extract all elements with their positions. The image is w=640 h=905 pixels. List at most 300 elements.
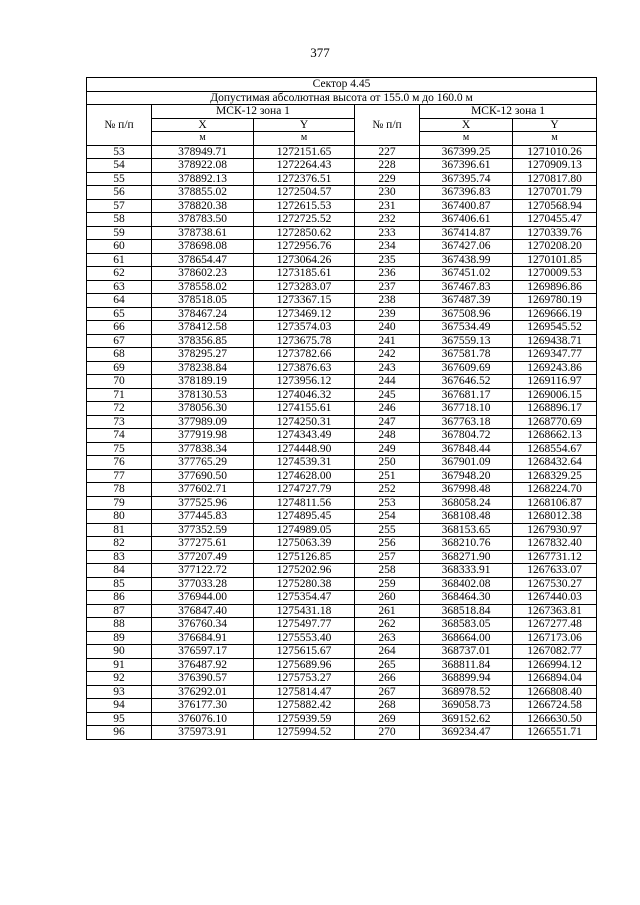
y-coordinate: 1275063.39 bbox=[254, 537, 355, 551]
x-coordinate: 377919.98 bbox=[152, 429, 254, 443]
point-number: 90 bbox=[87, 645, 152, 659]
x-coordinate: 367998.48 bbox=[420, 483, 513, 497]
header-unit-x-left: м bbox=[152, 132, 254, 146]
point-number: 228 bbox=[355, 159, 420, 173]
point-number: 238 bbox=[355, 294, 420, 308]
table-subtitle: Допустимая абсолютная высота от 155.0 м до 160.0 м bbox=[87, 91, 597, 105]
x-coordinate: 367804.72 bbox=[420, 429, 513, 443]
x-coordinate: 367581.78 bbox=[420, 348, 513, 362]
y-coordinate: 1271010.26 bbox=[513, 145, 597, 159]
point-number: 59 bbox=[87, 226, 152, 240]
header-row-axes bbox=[87, 118, 597, 132]
y-coordinate: 1275814.47 bbox=[254, 685, 355, 699]
x-coordinate: 367763.18 bbox=[420, 415, 513, 429]
x-coordinate: 367396.83 bbox=[420, 186, 513, 200]
point-number: 253 bbox=[355, 496, 420, 510]
header-num-left: № п/п bbox=[87, 105, 152, 146]
y-coordinate: 1274628.00 bbox=[254, 469, 355, 483]
y-coordinate: 1274539.31 bbox=[254, 456, 355, 470]
y-coordinate: 1268224.70 bbox=[513, 483, 597, 497]
table-row bbox=[87, 712, 597, 726]
point-number: 69 bbox=[87, 361, 152, 375]
point-number: 249 bbox=[355, 442, 420, 456]
x-coordinate: 367396.61 bbox=[420, 159, 513, 173]
y-coordinate: 1270339.76 bbox=[513, 226, 597, 240]
x-coordinate: 368108.48 bbox=[420, 510, 513, 524]
point-number: 265 bbox=[355, 658, 420, 672]
x-coordinate: 376684.91 bbox=[152, 631, 254, 645]
x-coordinate: 368058.24 bbox=[420, 496, 513, 510]
table-title-row bbox=[87, 78, 597, 92]
point-number: 243 bbox=[355, 361, 420, 375]
x-coordinate: 367406.61 bbox=[420, 213, 513, 227]
point-number: 259 bbox=[355, 577, 420, 591]
x-coordinate: 369058.73 bbox=[420, 699, 513, 713]
y-coordinate: 1273956.12 bbox=[254, 375, 355, 389]
y-coordinate: 1274343.49 bbox=[254, 429, 355, 443]
point-number: 65 bbox=[87, 307, 152, 321]
point-number: 61 bbox=[87, 253, 152, 267]
table-row bbox=[87, 253, 597, 267]
y-coordinate: 1270701.79 bbox=[513, 186, 597, 200]
point-number: 88 bbox=[87, 618, 152, 632]
table-row bbox=[87, 145, 597, 159]
x-coordinate: 368583.05 bbox=[420, 618, 513, 632]
header-unit-y-right: м bbox=[513, 132, 597, 146]
point-number: 84 bbox=[87, 564, 152, 578]
point-number: 94 bbox=[87, 699, 152, 713]
point-number: 85 bbox=[87, 577, 152, 591]
x-coordinate: 378467.24 bbox=[152, 307, 254, 321]
x-coordinate: 376847.40 bbox=[152, 604, 254, 618]
point-number: 236 bbox=[355, 267, 420, 281]
y-coordinate: 1273367.15 bbox=[254, 294, 355, 308]
y-coordinate: 1268896.17 bbox=[513, 402, 597, 416]
y-coordinate: 1267832.40 bbox=[513, 537, 597, 551]
x-coordinate: 377275.61 bbox=[152, 537, 254, 551]
point-number: 72 bbox=[87, 402, 152, 416]
y-coordinate: 1275615.67 bbox=[254, 645, 355, 659]
table-row bbox=[87, 645, 597, 659]
x-coordinate: 376292.01 bbox=[152, 685, 254, 699]
y-coordinate: 1268662.13 bbox=[513, 429, 597, 443]
point-number: 66 bbox=[87, 321, 152, 335]
table-row bbox=[87, 523, 597, 537]
x-coordinate: 378356.85 bbox=[152, 334, 254, 348]
point-number: 230 bbox=[355, 186, 420, 200]
y-coordinate: 1275553.40 bbox=[254, 631, 355, 645]
point-number: 241 bbox=[355, 334, 420, 348]
point-number: 64 bbox=[87, 294, 152, 308]
point-number: 261 bbox=[355, 604, 420, 618]
y-coordinate: 1268770.69 bbox=[513, 415, 597, 429]
table-row bbox=[87, 402, 597, 416]
y-coordinate: 1273574.03 bbox=[254, 321, 355, 335]
y-coordinate: 1268106.87 bbox=[513, 496, 597, 510]
x-coordinate: 377765.29 bbox=[152, 456, 254, 470]
x-coordinate: 367609.69 bbox=[420, 361, 513, 375]
point-number: 247 bbox=[355, 415, 420, 429]
table-row bbox=[87, 321, 597, 335]
x-coordinate: 378654.47 bbox=[152, 253, 254, 267]
x-coordinate: 369234.47 bbox=[420, 726, 513, 740]
y-coordinate: 1270568.94 bbox=[513, 199, 597, 213]
x-coordinate: 367559.13 bbox=[420, 334, 513, 348]
x-coordinate: 367487.39 bbox=[420, 294, 513, 308]
point-number: 75 bbox=[87, 442, 152, 456]
x-coordinate: 367451.02 bbox=[420, 267, 513, 281]
y-coordinate: 1275882.42 bbox=[254, 699, 355, 713]
y-coordinate: 1275126.85 bbox=[254, 550, 355, 564]
header-unit-y-left: м bbox=[254, 132, 355, 146]
y-coordinate: 1266724.58 bbox=[513, 699, 597, 713]
y-coordinate: 1269666.19 bbox=[513, 307, 597, 321]
y-coordinate: 1267173.06 bbox=[513, 631, 597, 645]
x-coordinate: 367400.87 bbox=[420, 199, 513, 213]
y-coordinate: 1269545.52 bbox=[513, 321, 597, 335]
y-coordinate: 1272725.52 bbox=[254, 213, 355, 227]
table-row bbox=[87, 618, 597, 632]
y-coordinate: 1275354.47 bbox=[254, 591, 355, 605]
x-coordinate: 376487.92 bbox=[152, 658, 254, 672]
x-coordinate: 378189.19 bbox=[152, 375, 254, 389]
table-row bbox=[87, 280, 597, 294]
x-coordinate: 378698.08 bbox=[152, 240, 254, 254]
y-coordinate: 1273064.26 bbox=[254, 253, 355, 267]
table-row bbox=[87, 361, 597, 375]
point-number: 91 bbox=[87, 658, 152, 672]
point-number: 235 bbox=[355, 253, 420, 267]
table-row bbox=[87, 186, 597, 200]
x-coordinate: 378558.02 bbox=[152, 280, 254, 294]
point-number: 237 bbox=[355, 280, 420, 294]
point-number: 227 bbox=[355, 145, 420, 159]
point-number: 79 bbox=[87, 496, 152, 510]
x-coordinate: 377445.83 bbox=[152, 510, 254, 524]
y-coordinate: 1267530.27 bbox=[513, 577, 597, 591]
header-row-zone bbox=[87, 105, 597, 119]
y-coordinate: 1274448.90 bbox=[254, 442, 355, 456]
y-coordinate: 1269347.77 bbox=[513, 348, 597, 362]
point-number: 234 bbox=[355, 240, 420, 254]
table-row bbox=[87, 672, 597, 686]
point-number: 73 bbox=[87, 415, 152, 429]
x-coordinate: 378738.61 bbox=[152, 226, 254, 240]
point-number: 89 bbox=[87, 631, 152, 645]
x-coordinate: 367399.25 bbox=[420, 145, 513, 159]
x-coordinate: 378820.38 bbox=[152, 199, 254, 213]
point-number: 254 bbox=[355, 510, 420, 524]
y-coordinate: 1274811.56 bbox=[254, 496, 355, 510]
table-row bbox=[87, 213, 597, 227]
x-coordinate: 367901.09 bbox=[420, 456, 513, 470]
header-num-right: № п/п bbox=[355, 105, 420, 146]
point-number: 257 bbox=[355, 550, 420, 564]
table-row bbox=[87, 159, 597, 173]
point-number: 53 bbox=[87, 145, 152, 159]
y-coordinate: 1272264.43 bbox=[254, 159, 355, 173]
x-coordinate: 367467.83 bbox=[420, 280, 513, 294]
x-coordinate: 378518.05 bbox=[152, 294, 254, 308]
x-coordinate: 367848.44 bbox=[420, 442, 513, 456]
y-coordinate: 1270208.20 bbox=[513, 240, 597, 254]
point-number: 269 bbox=[355, 712, 420, 726]
y-coordinate: 1275994.52 bbox=[254, 726, 355, 740]
table-row bbox=[87, 591, 597, 605]
x-coordinate: 367948.20 bbox=[420, 469, 513, 483]
y-coordinate: 1267440.03 bbox=[513, 591, 597, 605]
y-coordinate: 1267082.77 bbox=[513, 645, 597, 659]
y-coordinate: 1267731.12 bbox=[513, 550, 597, 564]
y-coordinate: 1269006.15 bbox=[513, 388, 597, 402]
point-number: 240 bbox=[355, 321, 420, 335]
x-coordinate: 367646.52 bbox=[420, 375, 513, 389]
point-number: 76 bbox=[87, 456, 152, 470]
point-number: 270 bbox=[355, 726, 420, 740]
y-coordinate: 1266894.04 bbox=[513, 672, 597, 686]
x-coordinate: 368402.08 bbox=[420, 577, 513, 591]
table-row bbox=[87, 658, 597, 672]
x-coordinate: 377602.71 bbox=[152, 483, 254, 497]
x-coordinate: 378602.23 bbox=[152, 267, 254, 281]
x-coordinate: 369152.62 bbox=[420, 712, 513, 726]
x-coordinate: 367427.06 bbox=[420, 240, 513, 254]
x-coordinate: 377525.96 bbox=[152, 496, 254, 510]
point-number: 56 bbox=[87, 186, 152, 200]
point-number: 81 bbox=[87, 523, 152, 537]
x-coordinate: 367508.96 bbox=[420, 307, 513, 321]
point-number: 63 bbox=[87, 280, 152, 294]
x-coordinate: 378130.53 bbox=[152, 388, 254, 402]
table-row bbox=[87, 577, 597, 591]
table-row bbox=[87, 685, 597, 699]
table-row bbox=[87, 226, 597, 240]
coordinates-table bbox=[86, 77, 597, 740]
point-number: 58 bbox=[87, 213, 152, 227]
x-coordinate: 368811.84 bbox=[420, 658, 513, 672]
table-row bbox=[87, 348, 597, 362]
y-coordinate: 1273675.78 bbox=[254, 334, 355, 348]
table-row bbox=[87, 294, 597, 308]
y-coordinate: 1267633.07 bbox=[513, 564, 597, 578]
point-number: 60 bbox=[87, 240, 152, 254]
y-coordinate: 1270101.85 bbox=[513, 253, 597, 267]
x-coordinate: 378922.08 bbox=[152, 159, 254, 173]
table-row bbox=[87, 456, 597, 470]
point-number: 264 bbox=[355, 645, 420, 659]
y-coordinate: 1275689.96 bbox=[254, 658, 355, 672]
x-coordinate: 377838.34 bbox=[152, 442, 254, 456]
point-number: 74 bbox=[87, 429, 152, 443]
point-number: 263 bbox=[355, 631, 420, 645]
header-y-right: Y bbox=[513, 118, 597, 132]
point-number: 83 bbox=[87, 550, 152, 564]
x-coordinate: 377989.09 bbox=[152, 415, 254, 429]
y-coordinate: 1273782.66 bbox=[254, 348, 355, 362]
table-row bbox=[87, 442, 597, 456]
point-number: 242 bbox=[355, 348, 420, 362]
x-coordinate: 368978.52 bbox=[420, 685, 513, 699]
x-coordinate: 368737.01 bbox=[420, 645, 513, 659]
x-coordinate: 367681.17 bbox=[420, 388, 513, 402]
point-number: 95 bbox=[87, 712, 152, 726]
y-coordinate: 1266808.40 bbox=[513, 685, 597, 699]
table-row bbox=[87, 699, 597, 713]
header-zone-left: МСК-12 зона 1 bbox=[152, 105, 355, 119]
table-row bbox=[87, 726, 597, 740]
table-row bbox=[87, 429, 597, 443]
table-row bbox=[87, 375, 597, 389]
y-coordinate: 1270455.47 bbox=[513, 213, 597, 227]
y-coordinate: 1266994.12 bbox=[513, 658, 597, 672]
point-number: 71 bbox=[87, 388, 152, 402]
x-coordinate: 378238.84 bbox=[152, 361, 254, 375]
x-coordinate: 378855.02 bbox=[152, 186, 254, 200]
table-row bbox=[87, 469, 597, 483]
x-coordinate: 368271.90 bbox=[420, 550, 513, 564]
x-coordinate: 367395.74 bbox=[420, 172, 513, 186]
y-coordinate: 1275753.27 bbox=[254, 672, 355, 686]
point-number: 256 bbox=[355, 537, 420, 551]
y-coordinate: 1273283.07 bbox=[254, 280, 355, 294]
header-x-right: X bbox=[420, 118, 513, 132]
x-coordinate: 376760.34 bbox=[152, 618, 254, 632]
x-coordinate: 377122.72 bbox=[152, 564, 254, 578]
x-coordinate: 377690.50 bbox=[152, 469, 254, 483]
point-number: 77 bbox=[87, 469, 152, 483]
x-coordinate: 367534.49 bbox=[420, 321, 513, 335]
y-coordinate: 1266551.71 bbox=[513, 726, 597, 740]
point-number: 55 bbox=[87, 172, 152, 186]
point-number: 93 bbox=[87, 685, 152, 699]
x-coordinate: 368518.84 bbox=[420, 604, 513, 618]
x-coordinate: 367438.99 bbox=[420, 253, 513, 267]
point-number: 232 bbox=[355, 213, 420, 227]
point-number: 252 bbox=[355, 483, 420, 497]
y-coordinate: 1274250.31 bbox=[254, 415, 355, 429]
point-number: 78 bbox=[87, 483, 152, 497]
table-row bbox=[87, 307, 597, 321]
y-coordinate: 1269896.86 bbox=[513, 280, 597, 294]
point-number: 267 bbox=[355, 685, 420, 699]
y-coordinate: 1272504.57 bbox=[254, 186, 355, 200]
y-coordinate: 1274155.61 bbox=[254, 402, 355, 416]
point-number: 255 bbox=[355, 523, 420, 537]
x-coordinate: 368664.00 bbox=[420, 631, 513, 645]
point-number: 96 bbox=[87, 726, 152, 740]
x-coordinate: 375973.91 bbox=[152, 726, 254, 740]
y-coordinate: 1268012.38 bbox=[513, 510, 597, 524]
point-number: 239 bbox=[355, 307, 420, 321]
point-number: 54 bbox=[87, 159, 152, 173]
y-coordinate: 1274046.32 bbox=[254, 388, 355, 402]
x-coordinate: 377207.49 bbox=[152, 550, 254, 564]
point-number: 258 bbox=[355, 564, 420, 578]
x-coordinate: 368210.76 bbox=[420, 537, 513, 551]
point-number: 92 bbox=[87, 672, 152, 686]
point-number: 262 bbox=[355, 618, 420, 632]
point-number: 260 bbox=[355, 591, 420, 605]
header-unit-x-right: м bbox=[420, 132, 513, 146]
table-row bbox=[87, 388, 597, 402]
y-coordinate: 1272615.53 bbox=[254, 199, 355, 213]
table-row bbox=[87, 483, 597, 497]
point-number: 67 bbox=[87, 334, 152, 348]
x-coordinate: 378295.27 bbox=[152, 348, 254, 362]
y-coordinate: 1272151.65 bbox=[254, 145, 355, 159]
point-number: 86 bbox=[87, 591, 152, 605]
table-subtitle-row bbox=[87, 91, 597, 105]
y-coordinate: 1272376.51 bbox=[254, 172, 355, 186]
point-number: 251 bbox=[355, 469, 420, 483]
table-row bbox=[87, 537, 597, 551]
x-coordinate: 376390.57 bbox=[152, 672, 254, 686]
header-y-left: Y bbox=[254, 118, 355, 132]
point-number: 248 bbox=[355, 429, 420, 443]
x-coordinate: 378892.13 bbox=[152, 172, 254, 186]
header-row-units bbox=[87, 132, 597, 146]
x-coordinate: 376076.10 bbox=[152, 712, 254, 726]
x-coordinate: 376944.00 bbox=[152, 591, 254, 605]
y-coordinate: 1272956.76 bbox=[254, 240, 355, 254]
x-coordinate: 378056.30 bbox=[152, 402, 254, 416]
page-number: 377 bbox=[310, 45, 330, 60]
point-number: 70 bbox=[87, 375, 152, 389]
y-coordinate: 1275431.18 bbox=[254, 604, 355, 618]
x-coordinate: 378412.58 bbox=[152, 321, 254, 335]
y-coordinate: 1275939.59 bbox=[254, 712, 355, 726]
y-coordinate: 1275497.77 bbox=[254, 618, 355, 632]
header-x-left: X bbox=[152, 118, 254, 132]
y-coordinate: 1268554.67 bbox=[513, 442, 597, 456]
x-coordinate: 368333.91 bbox=[420, 564, 513, 578]
y-coordinate: 1272850.62 bbox=[254, 226, 355, 240]
point-number: 87 bbox=[87, 604, 152, 618]
point-number: 231 bbox=[355, 199, 420, 213]
table-row bbox=[87, 510, 597, 524]
y-coordinate: 1269243.86 bbox=[513, 361, 597, 375]
x-coordinate: 368153.65 bbox=[420, 523, 513, 537]
table-row bbox=[87, 415, 597, 429]
y-coordinate: 1273876.63 bbox=[254, 361, 355, 375]
y-coordinate: 1270817.80 bbox=[513, 172, 597, 186]
y-coordinate: 1274989.05 bbox=[254, 523, 355, 537]
point-number: 62 bbox=[87, 267, 152, 281]
y-coordinate: 1270909.13 bbox=[513, 159, 597, 173]
header-zone-right: МСК-12 зона 1 bbox=[420, 105, 597, 119]
y-coordinate: 1269438.71 bbox=[513, 334, 597, 348]
y-coordinate: 1269780.19 bbox=[513, 294, 597, 308]
point-number: 245 bbox=[355, 388, 420, 402]
point-number: 80 bbox=[87, 510, 152, 524]
table-row bbox=[87, 267, 597, 281]
y-coordinate: 1273185.61 bbox=[254, 267, 355, 281]
table-row bbox=[87, 199, 597, 213]
point-number: 82 bbox=[87, 537, 152, 551]
y-coordinate: 1266630.50 bbox=[513, 712, 597, 726]
y-coordinate: 1268432.64 bbox=[513, 456, 597, 470]
point-number: 233 bbox=[355, 226, 420, 240]
x-coordinate: 368464.30 bbox=[420, 591, 513, 605]
y-coordinate: 1275202.96 bbox=[254, 564, 355, 578]
x-coordinate: 377352.59 bbox=[152, 523, 254, 537]
y-coordinate: 1268329.25 bbox=[513, 469, 597, 483]
table-title: Сектор 4.45 bbox=[87, 78, 597, 92]
point-number: 68 bbox=[87, 348, 152, 362]
x-coordinate: 377033.28 bbox=[152, 577, 254, 591]
x-coordinate: 378783.50 bbox=[152, 213, 254, 227]
point-number: 246 bbox=[355, 402, 420, 416]
